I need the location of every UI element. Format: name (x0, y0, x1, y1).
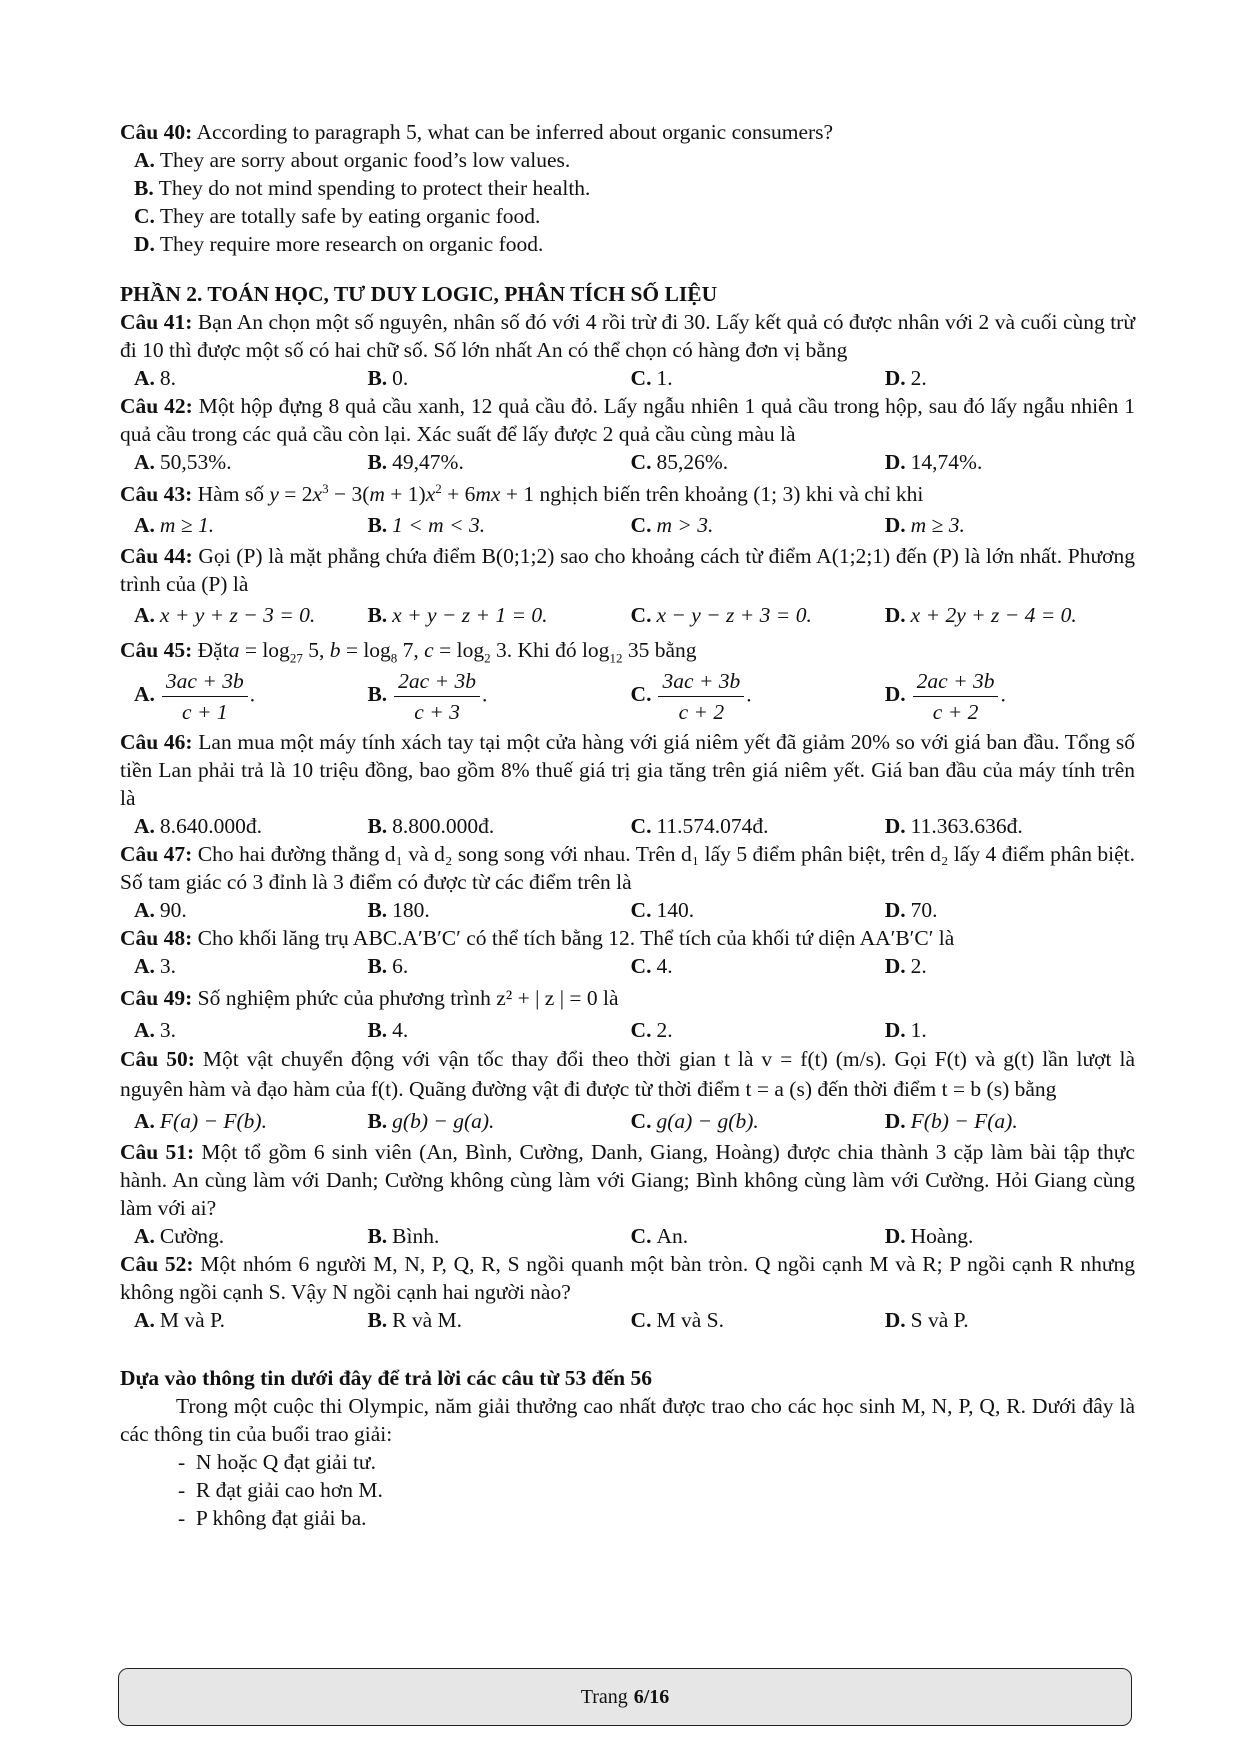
question-47 (120, 840, 1135, 924)
answer-b[interactable]: B. g(b) − g(a). (367, 1109, 495, 1133)
answer-b[interactable]: B. $\frac{2ac + 3b}{c + 3}$ . (367, 666, 630, 727)
footer-label: Trang (580, 1685, 628, 1708)
answer-row (120, 812, 1135, 840)
fraction: $\frac{2ac + 3b}{c + 2}$ (913, 666, 999, 727)
question-number: Câu 48: (120, 926, 193, 950)
answer-row (120, 1306, 1135, 1334)
answer-c[interactable]: C. 4. (630, 954, 673, 978)
answer-d[interactable]: D. 11.363.636đ. (884, 814, 1023, 838)
answer-b[interactable]: B. 8.800.000đ. (367, 814, 495, 838)
answer-row (120, 1016, 1135, 1044)
answer-c[interactable]: C. 11.574.074đ. (630, 814, 769, 838)
answer-a[interactable]: A. 50,53%. (134, 450, 232, 474)
answer-a[interactable]: A. Cường. (134, 1224, 225, 1248)
info-bullet: - R đạt giải cao hơn M. (178, 1476, 1135, 1504)
answer-b[interactable]: B. They do not mind spending to protect their health. (134, 176, 591, 200)
question-number: Câu 47: (120, 842, 193, 866)
answer-d[interactable]: D. x + 2y + z − 4 = 0. (884, 603, 1077, 627)
answer-row (120, 952, 1135, 980)
question-number: Câu 41: (120, 310, 193, 334)
answer-row (120, 1222, 1135, 1250)
question-number: Câu 40: (120, 120, 193, 144)
function-formula: $y = 2x^3 - 3(m + 1)x^2 + 6mx + 1$ (269, 480, 535, 506)
answer-d[interactable]: D. F(b) − F(a). (884, 1109, 1018, 1133)
answer-b[interactable]: B. 4. (367, 1018, 409, 1042)
question-45: Câu 45: Đặta = $\log_{27} 5$, $b = \log_8 7$, $c = \log_2 3$. Khi đó $\log_{12} 35$ bằng A. $\frac{3ac + 3b}{c + 1}$ . B. $\frac{2ac + 3b}{c + 3}$ . C. $\frac{3ac + 3b}{c + 2}$ . D. $\frac{2ac + 3b}{c + 2}$ . (120, 636, 1135, 728)
answer-d[interactable]: D. $\frac{2ac + 3b}{c + 2}$ . (885, 666, 1135, 727)
answer-c[interactable]: C. 1. (630, 366, 673, 390)
info-bullets (120, 1448, 1135, 1532)
question-number: Câu 49: (120, 986, 193, 1010)
answer-c[interactable]: C. x − y − z + 3 = 0. (630, 603, 812, 627)
answer-row (120, 664, 1135, 728)
question-51 (120, 1138, 1135, 1250)
fraction: $\frac{3ac + 3b}{c + 2}$ (658, 666, 744, 727)
question-49 (120, 984, 1135, 1044)
question-number: Câu 45: (120, 638, 193, 662)
answer-d[interactable]: D. 1. (884, 1018, 927, 1042)
answer-c[interactable]: C. An. (630, 1224, 689, 1248)
answer-a[interactable]: A. m ≥ 1. (134, 513, 215, 537)
log-expression: $\log_{12} 35$ (581, 638, 650, 666)
question-41 (120, 308, 1135, 392)
answer-b[interactable]: B. 6. (367, 954, 409, 978)
fraction: $\frac{2ac + 3b}{c + 3}$ (394, 666, 480, 727)
answer-b[interactable]: B. 180. (367, 898, 430, 922)
question-stem: Số nghiệm phức của phương trình z² + | z | = 0 là (197, 986, 619, 1010)
info-bullet: - N hoặc Q đạt giải tư. (178, 1448, 1135, 1476)
question-stem: Một hộp đựng 8 quả cầu xanh, 12 quả cầu đỏ. Lấy ngẫu nhiên 1 quả cầu trong hộp, sau đó lấy ngẫu nhiên 1 quả cầu trong các quả cầu còn lại. Xác suất để lấy được 2 quả cầu cùng màu là (120, 394, 1135, 446)
info-title: Dựa vào thông tin dưới đây để trả lời các câu từ 53 đến 56 (120, 1366, 652, 1390)
question-stem: Một nhóm 6 người M, N, P, Q, R, S ngồi quanh một bàn tròn. Q ngồi cạnh M và R; P ngồi cạnh R nhưng không ngồi cạnh S. Vậy N ngồi cạnh hai người nào? (120, 1252, 1135, 1304)
answer-d[interactable]: D. 70. (884, 898, 938, 922)
answer-d[interactable]: D. 2. (884, 954, 927, 978)
question-52 (120, 1250, 1135, 1334)
answer-d[interactable]: D. Hoàng. (884, 1224, 974, 1248)
answer-c[interactable]: C. m > 3. (630, 513, 714, 537)
question-stem: Một vật chuyển động với vận tốc thay đổi theo thời gian t là v = f(t) (m/s). Gọi F(t) và g(t) lần lượt là nguyên hàm và đạo hàm của f(t). Quãng đường vật đi được từ thời điểm t = a (s) đến thời điểm t = b (s) bằng (120, 1047, 1136, 1101)
answer-b[interactable]: B. Bình. (367, 1224, 440, 1248)
log-definitions: $a = \log_{27} 5$, $b = \log_8 7$, $c = \log_2 3$ (228, 638, 507, 666)
question-stem: Bạn An chọn một số nguyên, nhân số đó với 4 rồi trừ đi 30. Lấy kết quả có được nhân với 2 và cuối cùng trừ đi 10 thì được một số có hai chữ số. Số lớn nhất An có thể chọn có hàng đơn vị bằng (120, 310, 1135, 362)
answer-a[interactable]: A. 8. (134, 366, 177, 390)
answer-a[interactable]: A. 8.640.000đ. (134, 814, 263, 838)
answer-row (120, 508, 1135, 542)
answer-row (120, 896, 1135, 924)
answer-c[interactable]: C. 140. (630, 898, 695, 922)
answer-a[interactable]: A. M và P. (134, 1308, 226, 1332)
answer-row (120, 364, 1135, 392)
answer-row (120, 598, 1135, 632)
question-42 (120, 392, 1135, 476)
answer-row (120, 1104, 1135, 1138)
answer-d[interactable]: D. They require more research on organic food. (134, 232, 544, 256)
question-50 (120, 1044, 1135, 1138)
fraction: $\frac{3ac + 3b}{c + 1}$ (162, 666, 248, 727)
question-number: Câu 46: (120, 730, 193, 754)
info-bullet: - P không đạt giải ba. (178, 1504, 1135, 1532)
question-48 (120, 924, 1135, 980)
answer-b[interactable]: B. 0. (367, 366, 409, 390)
section-title: PHẦN 2. TOÁN HỌC, TƯ DUY LOGIC, PHÂN TÍCH SỐ LIỆU (120, 282, 718, 306)
answer-d[interactable]: D. 14,74%. (884, 450, 983, 474)
answer-d[interactable]: D. S và P. (884, 1308, 969, 1332)
page-number: 6/16 (633, 1685, 670, 1708)
answer-a[interactable]: A. x + y + z − 3 = 0. (134, 603, 316, 627)
question-stem: Cho hai đường thẳng d₁ và d₂ song song với nhau. Trên d₁ lấy 5 điểm phân biệt, trên d₂ lấy 4 điểm phân biệt. Số tam giác có 3 đỉnh là 3 điểm có được từ các điểm trên là (120, 842, 1136, 894)
question-stem: Lan mua một máy tính xách tay tại một cửa hàng với giá niêm yết đã giảm 20% so với giá ban đầu. Tổng số tiền Lan phải trả là 10 triệu đồng, bao gồm 8% thuế giá trị gia tăng trên giá niêm yết. Giá ban đầu của máy tính trên là (120, 730, 1135, 810)
answer-list (120, 146, 1135, 258)
answer-a[interactable]: A. 3. (134, 1018, 177, 1042)
question-number: Câu 51: (120, 1140, 195, 1164)
answer-c[interactable]: C. 85,26%. (630, 450, 729, 474)
question-stem: Cho khối lăng trụ ABC.A′B′C′ có thể tích bằng 12. Thể tích của khối tứ diện AA′B′C′ là (197, 926, 955, 950)
answer-c[interactable]: C. $\frac{3ac + 3b}{c + 2}$ . (631, 666, 885, 727)
answer-a[interactable]: A. F(a) − F(b). (134, 1109, 267, 1133)
question-number: Câu 43: (120, 482, 193, 506)
answer-b[interactable]: B. 49,47%. (367, 450, 464, 474)
question-number: Câu 50: (120, 1047, 195, 1071)
answer-b[interactable]: B. 1 < m < 3. (367, 513, 486, 537)
answer-c[interactable]: C. 2. (630, 1018, 673, 1042)
answer-c[interactable]: C. g(a) − g(b). (630, 1109, 759, 1133)
question-stem: Một tổ gồm 6 sinh viên (An, Bình, Cường, Danh, Giang, Hoàng) được chia thành 3 cặp làm bài tập thực hành. An cùng làm với Danh; Cường không cùng làm với Giang; Bình không cùng làm với Cường. Hỏi Giang cùng làm với ai? (120, 1140, 1136, 1220)
answer-d[interactable]: D. m ≥ 3. (884, 513, 965, 537)
question-40 (120, 118, 1135, 258)
answer-a[interactable]: A. $\frac{3ac + 3b}{c + 1}$ . (134, 666, 367, 727)
answer-row (120, 448, 1135, 476)
answer-c[interactable]: C. M và S. (630, 1308, 724, 1332)
question-43: Câu 43: Hàm số $y = 2x^3 - 3(m + 1)x^2 + 6mx + 1$ nghịch biến trên khoảng (1; 3) khi và chỉ khi A. m ≥ 1. B. 1 < m < 3. C. m > 3. D. m ≥ 3. (120, 480, 1135, 542)
answer-a[interactable]: A. 90. (134, 898, 187, 922)
page-footer (118, 1668, 1132, 1726)
question-number: Câu 44: (120, 544, 193, 568)
question-46 (120, 728, 1135, 840)
answer-b[interactable]: B. x + y − z + 1 = 0. (367, 603, 548, 627)
question-stem: Gọi (P) là mặt phẳng chứa điểm B(0;1;2) sao cho khoảng cách từ điểm A(1;2;1) đến (P) là lớn nhất. Phương trình của (P) là (120, 544, 1136, 596)
answer-b[interactable]: B. R và M. (367, 1308, 463, 1332)
question-stem: According to paragraph 5, what can be inferred about organic consumers? (196, 120, 834, 144)
answer-c[interactable]: C. They are totally safe by eating organic food. (134, 204, 541, 228)
question-number: Câu 52: (120, 1252, 194, 1276)
info-paragraph: Trong một cuộc thi Olympic, năm giải thưởng cao nhất được trao cho các học sinh M, N, P, Q, R. Dưới đây là các thông tin của buổi trao giải: (120, 1394, 1135, 1446)
answer-a[interactable]: A. They are sorry about organic food’s low values. (134, 148, 571, 172)
answer-d[interactable]: D. 2. (884, 366, 927, 390)
question-44 (120, 542, 1135, 632)
answer-a[interactable]: A. 3. (134, 954, 177, 978)
exam-page (120, 118, 1135, 1532)
question-number: Câu 42: (120, 394, 193, 418)
